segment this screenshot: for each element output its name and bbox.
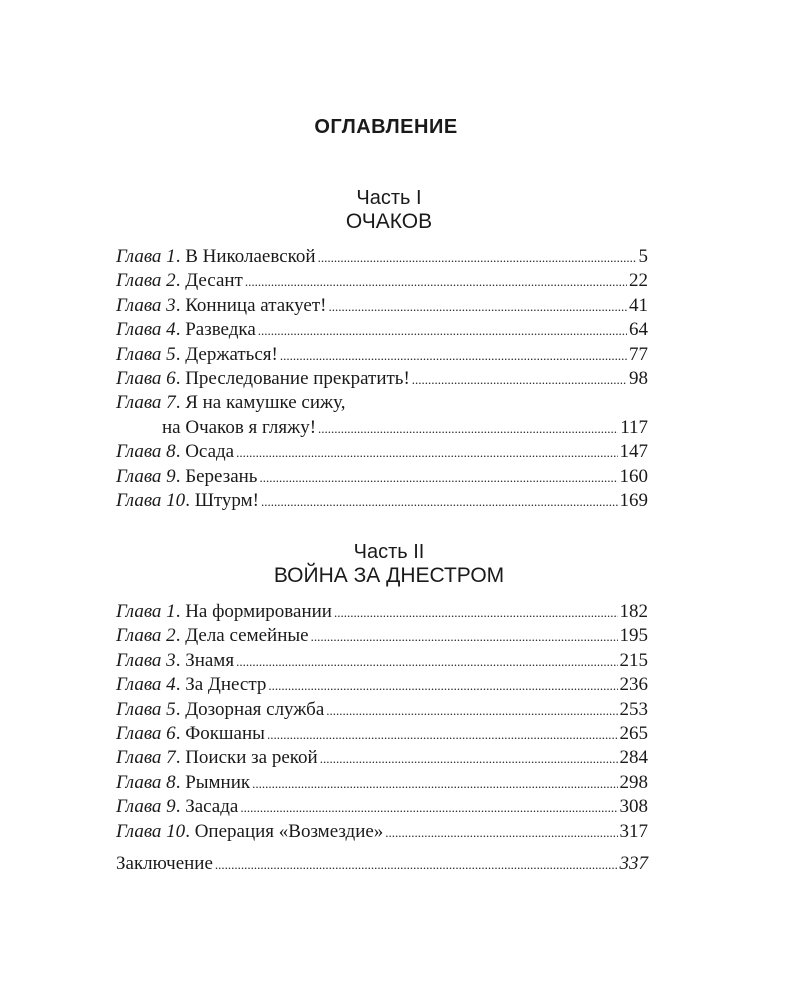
chapter-prefix: Глава 6 <box>116 722 176 744</box>
page-number: 182 <box>619 601 648 622</box>
dot-leader <box>268 673 617 698</box>
conclusion-title: Заключение <box>116 853 213 874</box>
toc-entry[interactable]: Глава 6 . Преследование прекратить! ..... 98 <box>116 367 648 391</box>
chapter-prefix: Глава 4 <box>116 319 176 341</box>
chapter-list-part-2 <box>116 600 648 844</box>
chapter-title: Засада <box>185 796 239 818</box>
page-number: 253 <box>619 698 648 720</box>
dot-leader <box>252 771 617 796</box>
page-number: 215 <box>619 649 648 671</box>
dot-leader <box>267 722 618 747</box>
chapter-prefix: Глава 7 <box>116 747 176 769</box>
toc-entry[interactable]: Глава 4 . Разведка ..... 64 <box>116 318 648 342</box>
part-label: Часть II <box>353 541 425 563</box>
page-number: 147 <box>619 441 648 463</box>
chapter-title: Осада <box>185 441 235 463</box>
chapter-title: Держаться! <box>185 343 278 365</box>
chapter-prefix: Глава 6 <box>116 367 176 389</box>
page-number: 195 <box>619 625 648 647</box>
page-number: 169 <box>619 489 648 511</box>
chapter-title: Дела семейные <box>185 625 309 647</box>
toc-entry[interactable]: Глава 9 . Березань ..... 160 <box>116 465 648 489</box>
toc-entry[interactable]: Глава 9 . Засада ..... 308 <box>116 795 648 819</box>
dot-leader <box>258 318 627 343</box>
chapter-title: Штурм! <box>194 489 259 511</box>
page-number: 64 <box>629 319 648 341</box>
page-number: 98 <box>629 367 648 389</box>
chapter-title: Десант <box>185 270 243 292</box>
toc-entry[interactable]: Глава 4 . За Днестр ..... 236 <box>116 673 648 697</box>
dot-leader <box>245 269 627 294</box>
chapter-prefix: Глава 9 <box>116 796 176 818</box>
dot-leader <box>240 795 617 820</box>
part-name: ОЧАКОВ <box>345 210 433 233</box>
page-number: 298 <box>619 771 648 793</box>
toc-entry[interactable]: Глава 5 . Держаться! ..... 77 <box>116 343 648 367</box>
chapter-title: Березань <box>185 465 258 487</box>
part-heading-1 <box>0 186 778 234</box>
chapter-prefix: Глава 1 <box>116 246 176 267</box>
chapter-prefix: Глава 2 <box>116 625 176 647</box>
chapter-prefix: Глава 3 <box>116 649 176 671</box>
chapter-prefix: Глава 10 <box>116 489 186 511</box>
chapter-title: Рымник <box>185 771 251 793</box>
chapter-title-line2: на Очаков я гляжу! <box>162 416 317 438</box>
dot-leader <box>385 820 617 845</box>
toc-entry[interactable]: Глава 2 . Дела семейные ..... 195 <box>116 624 648 648</box>
page-number: 317 <box>619 820 648 842</box>
chapter-prefix: Глава 8 <box>116 441 176 463</box>
chapter-title: Разведка <box>185 319 256 341</box>
chapter-title: Знамя <box>185 649 235 671</box>
toc-entry[interactable]: Глава 1 . В Николаевской ..... 5 <box>116 245 648 269</box>
chapter-title: На формировании <box>185 601 332 622</box>
page-number: 308 <box>619 796 648 818</box>
toc-entry[interactable]: Глава 10 . Операция «Возмездие» ..... 317 <box>116 820 648 844</box>
page-number: 22 <box>629 270 648 292</box>
chapter-prefix: Глава 9 <box>116 465 176 487</box>
chapter-prefix: Глава 10 <box>116 820 186 842</box>
toc-entry[interactable]: Глава 10 . Штурм! ..... 169 <box>116 489 648 513</box>
dot-leader <box>261 489 618 514</box>
page-number: 117 <box>620 416 648 438</box>
chapter-title: Поиски за рекой <box>185 747 318 769</box>
dot-leader <box>318 245 637 270</box>
part-name: ВОЙНА ЗА ДНЕСТРОМ <box>273 564 505 587</box>
chapter-title: Преследование прекратить! <box>185 367 410 389</box>
page-number: 265 <box>619 722 648 744</box>
toc-entry[interactable]: Глава 6 . Фокшаны ..... 265 <box>116 722 648 746</box>
chapter-prefix: Глава 7 <box>116 392 176 414</box>
dot-leader <box>412 367 627 392</box>
chapter-title: За Днестр <box>185 674 267 696</box>
chapter-prefix: Глава 3 <box>116 294 176 316</box>
page-number: 5 <box>638 246 648 267</box>
dot-leader <box>215 852 618 877</box>
toc-entry[interactable]: Глава 8 . Рымник ..... 298 <box>116 771 648 795</box>
page-number: 41 <box>629 294 648 316</box>
chapter-title: Фокшаны <box>185 722 265 744</box>
chapter-prefix: Глава 5 <box>116 343 176 365</box>
chapter-prefix: Глава 4 <box>116 674 176 696</box>
page-number: 284 <box>619 747 648 769</box>
toc-title: ОГЛАВЛЕНИЕ <box>314 116 458 138</box>
chapter-list-part-1 <box>116 245 648 513</box>
dot-leader <box>326 698 617 723</box>
toc-entry[interactable]: Глава 1 . На формировании ..... 182 <box>116 600 648 624</box>
dot-leader <box>320 746 618 771</box>
page-number: 236 <box>619 674 648 696</box>
toc-entry[interactable]: Глава 3 . Конница атакует! ..... 41 <box>116 294 648 318</box>
chapter-title: Операция «Возмездие» <box>194 820 384 842</box>
toc-entry-conclusion[interactable] <box>116 852 648 876</box>
page-number: 77 <box>629 343 648 365</box>
dot-leader <box>236 440 617 465</box>
toc-entry[interactable]: Глава 3 . Знамя ..... 215 <box>116 649 648 673</box>
dot-leader <box>259 465 617 490</box>
dot-leader <box>236 649 617 674</box>
page-number: 160 <box>619 465 648 487</box>
dot-leader <box>328 294 627 319</box>
toc-entry[interactable]: Глава 5 . Дозорная служба ..... 253 <box>116 698 648 722</box>
chapter-title: Я на камушке сижу, <box>185 392 346 414</box>
chapter-title: Конница атакует! <box>185 294 327 316</box>
chapter-title: Дозорная служба <box>185 698 325 720</box>
toc-entry[interactable]: Глава 2 . Десант ..... 22 <box>116 269 648 293</box>
toc-entry[interactable]: Глава 7 . Поиски за рекой ..... 284 <box>116 746 648 770</box>
dot-leader <box>311 624 618 649</box>
dot-leader <box>318 416 618 441</box>
page-number: 337 <box>619 853 648 874</box>
part-label: Часть I <box>356 187 422 209</box>
dot-leader <box>334 600 618 625</box>
toc-entry[interactable]: Глава 7. Я на камушке сижу, на Очаков я гляжу! ..... 117 <box>116 391 648 440</box>
chapter-prefix: Глава 5 <box>116 698 176 720</box>
chapter-prefix: Глава 2 <box>116 270 176 292</box>
chapter-prefix: Глава 1 <box>116 601 176 622</box>
chapter-prefix: Глава 8 <box>116 771 176 793</box>
part-heading-2 <box>0 540 778 588</box>
chapter-title: В Николаевской <box>185 246 316 267</box>
dot-leader <box>280 343 627 368</box>
toc-entry[interactable]: Глава 8 . Осада ..... 147 <box>116 440 648 464</box>
